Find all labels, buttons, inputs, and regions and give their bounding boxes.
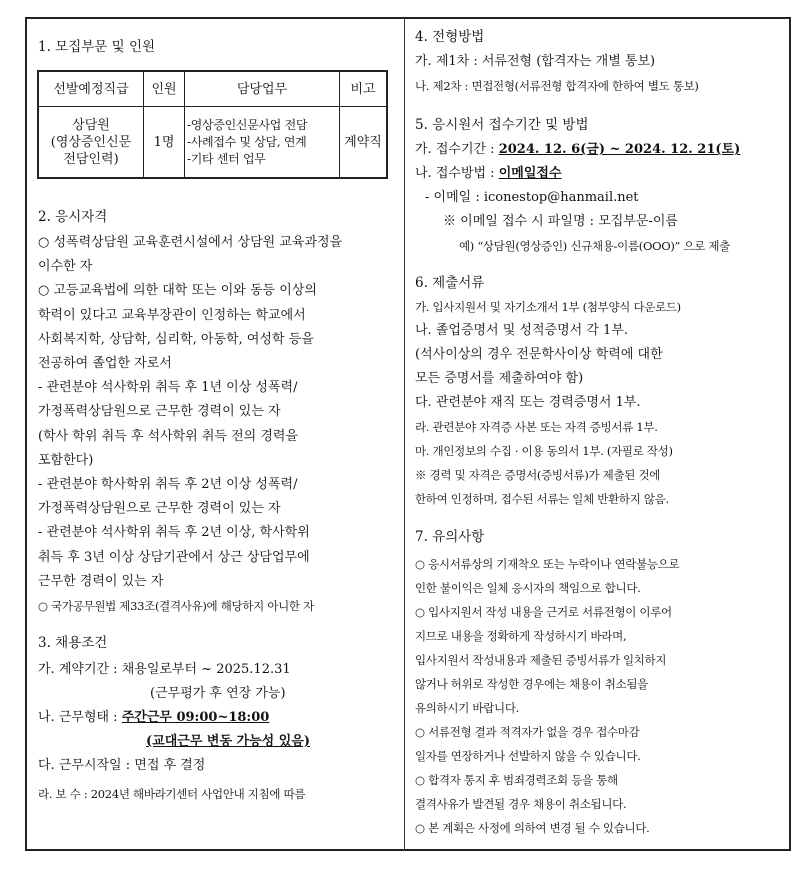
method-value: 이메일접수 [498, 166, 562, 181]
recruit-table [37, 70, 388, 179]
screening-line: 가. 제1차 : 서류전형 (합격자는 개별 통보) [415, 54, 656, 69]
qualification-line: ○ 성폭력상담원 교육훈련시설에서 상담원 교육과정을 [38, 235, 343, 250]
count-cell: 1명 [144, 107, 185, 179]
document-line: 가. 입사지원서 및 자기소개서 1부 (첨부양식 다운로드) [415, 300, 681, 314]
section-7-title: 7. 유의사항 [415, 529, 485, 545]
contract-note: (근무평가 후 연장 가능) [150, 686, 286, 701]
table-header: 담당업무 [185, 71, 340, 107]
notice-line: ○ 입사지원서 작성 내용을 근거로 서류전형이 이루어 [415, 605, 672, 619]
document-line: 마. 개인정보의 수집 · 이용 동의서 1부. (자필로 작성) [415, 444, 673, 458]
section-4-body [415, 50, 780, 98]
method-label: 나. 접수방법 : [415, 166, 499, 181]
section-2-list [38, 231, 398, 618]
start-date: 다. 근무시작일 : 면접 후 결정 [38, 758, 206, 773]
pay: 라. 보 수 : 2024년 해바라기센터 사업안내 지침에 따름 [38, 787, 306, 801]
section-6-body [415, 295, 780, 511]
period-value: 2024. 12. 6(금) ~ 2024. 12. 21(토) [498, 142, 741, 157]
notice-line: 않거나 허위로 작성한 경우에는 채용이 취소됨을 [415, 677, 648, 691]
document-line: ※ 경력 및 자격은 증명서(증빙서류)가 제출된 것에 [415, 468, 661, 482]
qualification-line: ○ 고등교육법에 의한 대학 또는 이와 동등 이상의 [38, 283, 317, 299]
table-header: 선발예정직급 [38, 71, 144, 107]
qualification-line: 이수한 자 [38, 259, 93, 275]
section-3-title: 3. 채용조건 [38, 635, 108, 651]
notice-line: 일자를 연장하거나 선발하지 않을 수 있습니다. [415, 749, 641, 763]
qualification-line: 전공하여 졸업한 자로서 [38, 356, 172, 372]
document-line: 다. 관련분야 재직 또는 경력증명서 1부. [415, 395, 641, 410]
duty-line: -영상증인신문사업 전담 [187, 117, 308, 132]
contract-value: 채용일로부터 ~ 2025.12.31 [121, 662, 291, 677]
document-line: 나. 졸업증명서 및 성적증명서 각 1부. [415, 323, 629, 338]
qualification-line: (학사 학위 취득 후 석사학위 취득 전의 경력을 [38, 428, 299, 444]
notice-line: ○ 서류전형 결과 적격자가 없을 경우 접수마감 [415, 725, 640, 739]
qualification-line: - 관련분야 학사학위 취득 후 2년 이상 성폭력/ [38, 477, 298, 493]
qualification-line: 가정폭력상담원으로 근무한 경력이 있는 자 [38, 404, 281, 420]
rank-line: (영상증인신문 [50, 134, 132, 150]
rank-line: 전담인력) [63, 151, 119, 167]
qualification-line: 근무한 경력이 있는 자 [38, 573, 164, 589]
rank-line: 상담원 [72, 117, 110, 133]
section-4-title: 4. 전형방법 [415, 29, 485, 45]
contract-label: 가. 계약기간 : [38, 662, 122, 677]
section-5-title: 5. 응시원서 접수기간 및 방법 [415, 117, 589, 133]
example-line: 예) “상담원(영상증인) 신규채용-이름(OOO)” 으로 제출 [459, 239, 731, 253]
period-label: 가. 접수기간 : [415, 142, 499, 157]
qualification-line: 포함한다) [38, 452, 94, 468]
notice-line: 결격사유가 발견될 경우 채용이 취소됩니다. [415, 797, 627, 811]
table-header: 비고 [340, 71, 388, 107]
contract-period [38, 658, 398, 682]
document-line: (석사이상의 경우 전문학사이상 학력에 대한 [415, 347, 663, 362]
qualification-line: 취득 후 3년 이상 상담기관에서 상근 상담업무에 [38, 549, 310, 565]
filename-line: ※ 이메일 접수 시 파일명 : 모집부문-이름 [443, 214, 678, 229]
email-line: - 이메일 : iconestop@hanmail.net [425, 190, 639, 205]
duty-line: -사례접수 및 상담, 연계 [187, 134, 307, 149]
work-value: 주간근무 09:00~18:00 [121, 710, 270, 725]
qualification-line: 학력이 있다고 교육부장관이 인정하는 학교에서 [38, 307, 306, 323]
notice-line: 입사지원서 작성내용과 제출된 증빙서류가 일치하지 [415, 653, 667, 667]
section-1-title: 1. 모집부문 및 인원 [38, 39, 156, 55]
method-line [415, 162, 780, 186]
period-line [415, 138, 780, 162]
qualification-line: - 관련분야 석사학위 취득 후 1년 이상 성폭력/ [38, 380, 298, 396]
section-3-body [38, 658, 398, 806]
work-type [38, 706, 398, 730]
notice-line: 인한 불이익은 일체 응시자의 책임으로 합니다. [415, 581, 641, 595]
section-2-title: 2. 응시자격 [38, 209, 108, 225]
section-7-body [415, 552, 780, 840]
table-row [38, 107, 387, 179]
screening-line: 나. 제2차 : 면접전형(서류전형 합격자에 한하여 별도 통보) [415, 79, 699, 93]
qualification-line: 가정폭력상담원으로 근무한 경력이 있는 자 [38, 501, 281, 517]
table-header-row [38, 71, 387, 107]
duty-line: -기타 센터 업무 [187, 151, 266, 166]
section-6-title: 6. 제출서류 [415, 275, 485, 291]
rank-cell [38, 107, 144, 179]
notice-line: 유의하시기 바랍니다. [415, 701, 519, 715]
document-line: 한하여 인정하며, 접수된 서류는 일체 반환하지 않음. [415, 492, 669, 506]
column-divider [404, 17, 405, 851]
document-line: 라. 관련분야 자격증 사본 또는 자격 증빙서류 1부. [415, 420, 658, 434]
qualification-line: 사회복지학, 상담학, 심리학, 아동학, 여성학 등을 [38, 331, 314, 347]
notice-line: 지므로 내용을 정확하게 작성하시기 바라며, [415, 629, 627, 643]
duty-cell [185, 107, 340, 179]
qualification-line: - 관련분야 석사학위 취득 후 2년 이상, 학사학위 [38, 525, 310, 541]
qualification-line: ○ 국가공무원법 제33조(결격사유)에 해당하지 아니한 자 [38, 599, 314, 614]
notice-line: ○ 합격자 통지 후 범죄경력조회 등을 통해 [415, 773, 618, 787]
note-cell: 계약직 [340, 107, 388, 179]
notice-line: ○ 응시서류상의 기재착오 또는 누락이나 연락불능으로 [415, 557, 680, 571]
document-line: 모든 증명서를 제출하여야 함) [415, 371, 584, 386]
work-label: 나. 근무형태 : [38, 710, 122, 725]
section-5-body [415, 138, 780, 258]
work-note: (교대근무 변동 가능성 있음) [146, 734, 311, 749]
notice-line: ○ 본 계획은 사정에 의하여 변경 될 수 있습니다. [415, 821, 650, 835]
table-header: 인원 [144, 71, 185, 107]
